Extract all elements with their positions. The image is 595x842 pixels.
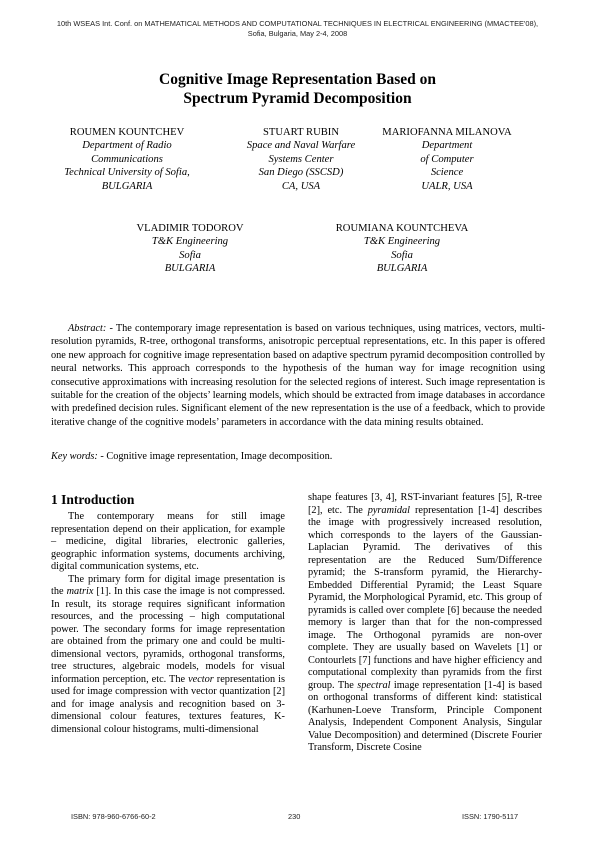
- author-block-5: ROUMIANA KOUNTCHEVA T&K Engineering Sofia BULGARIA: [316, 222, 488, 276]
- keywords: [51, 450, 545, 463]
- keywords-text: - Cognitive image representation, Image decomposition.: [97, 451, 333, 462]
- author-name: MARIOFANNA MILANOVA: [382, 127, 512, 138]
- footer-issn: ISSN: 1790-5117: [462, 812, 519, 821]
- author-name: ROUMEN KOUNTCHEV: [69, 127, 185, 138]
- header-line-2: Sofia, Bulgaria, May 2-4, 2008: [247, 29, 348, 38]
- conference-header: [0, 19, 595, 39]
- footer-page-number: 230: [288, 812, 301, 821]
- author-name: STUART RUBIN: [263, 127, 339, 138]
- paper-title: Cognitive Image Representation Based on Spectrum Pyramid Decomposition: [159, 71, 436, 107]
- abstract-label: Abstract:: [68, 323, 107, 334]
- paragraph: The primary form for digital image presentation is the matrix [1]. In this case the image is not compressed. In result, its storage requires significant information resources, and the processing – high computational power. The secondary forms for image representation are obtained from the primary one and could be multi-dimensional vectors, pyramids, orthogonal transforms, tree structures, algebraic models, models for visual information perception, etc. The vector representation is used for image compression with vector quantization [2] and for image analysis and recognition based on 3-dimensional colour features, textures features, K-dimensional colour histograms, multi-dimensional: [51, 573, 285, 735]
- author-block-4: VLADIMIR TODOROV T&K Engineering Sofia BULGARIA: [118, 222, 262, 276]
- author-name: ROUMIANA KOUNTCHEVA: [335, 223, 469, 234]
- abstract: [51, 322, 545, 429]
- author-name: VLADIMIR TODOROV: [136, 223, 244, 234]
- section-heading: 1 Introduction: [51, 492, 135, 507]
- author-block-1: ROUMEN KOUNTCHEV Department of Radio Communications Technical University of Sofia, BULGARIA: [52, 126, 202, 193]
- author-block-3: MARIOFANNA MILANOVA Department of Computer Science UALR, USA: [358, 126, 536, 193]
- paragraph: The contemporary means for still image representation depend on their application, for example – medicine, digital libraries, electronic galleries, geographic information systems, documents archiving, digital communication systems, etc.: [51, 511, 285, 572]
- right-column: [308, 492, 542, 755]
- keywords-label: Key words:: [51, 451, 98, 462]
- footer-isbn: ISBN: 978-960-6766-60-2: [71, 812, 156, 821]
- abstract-text: - The contemporary image representation is based on various techniques, using matrices, vectors, multi-resolution pyramids, R-tree, orthogonal transforms, anisotropic perceptual representations, etc. In this paper is offered one new approach for cognitive image representation based on adaptive spectrum pyramid decomposition controlled by neural networks. This approach corresponds to the hypothesis of the human way for image recognition using consecutive approximations with increasing resolution for the selected regions of interest. Such image representation is suitable for the creation of the objects’ learning models, which should be extracted from image databases in accordance with predefined decision rules. Significant element of the new representation is the use of a feedback, which to provide iterative change of the cognitive models’ parameters in accordance with the data mining results obtained.: [51, 323, 545, 428]
- left-column: [51, 492, 285, 736]
- author-block-2: STUART RUBIN Space and Naval Warfare Systems Center San Diego (SSCSD) CA, USA: [226, 126, 376, 193]
- header-line-1: 10th WSEAS Int. Conf. on MATHEMATICAL METHODS AND COMPUTATIONAL TECHNIQUES IN ELECTRICAL ENGINEERING (MMACTEE'08),: [56, 19, 539, 28]
- paragraph: shape features [3, 4], RST-invariant features [5], R-tree [2], etc. The pyramidal representation [1-4] describes the image with progressively increased resolution, which corresponds to the layers of the Gaussian-Laplacian Pyramid. The derivatives of this representation are the Reduced Sum/Difference pyramid; the S-transform pyramid, the Hierarchy-Embedded Differential Pyramid; the Least Square Pyramid, the Morphological Pyramid, etc. This group of pyramids is called over complete [6] because the needed memory is larger than that for the non-compressed image. The Orthogonal pyramids are non-over complete. They are usually based on Wavelets [1] or Contourlets [7] functions and have higher efficiency and computational complexity than pyramids from the first group. The spectral image representation [1-4] is based on orthogonal transforms of different kind: statistical (Karhunen-Loeve Transform, Principle Component Analysis, Independent Component Analysis, Singular Value Decomposition) and determined (Discrete Fourier Transform, Discrete Cosine: [308, 492, 542, 753]
